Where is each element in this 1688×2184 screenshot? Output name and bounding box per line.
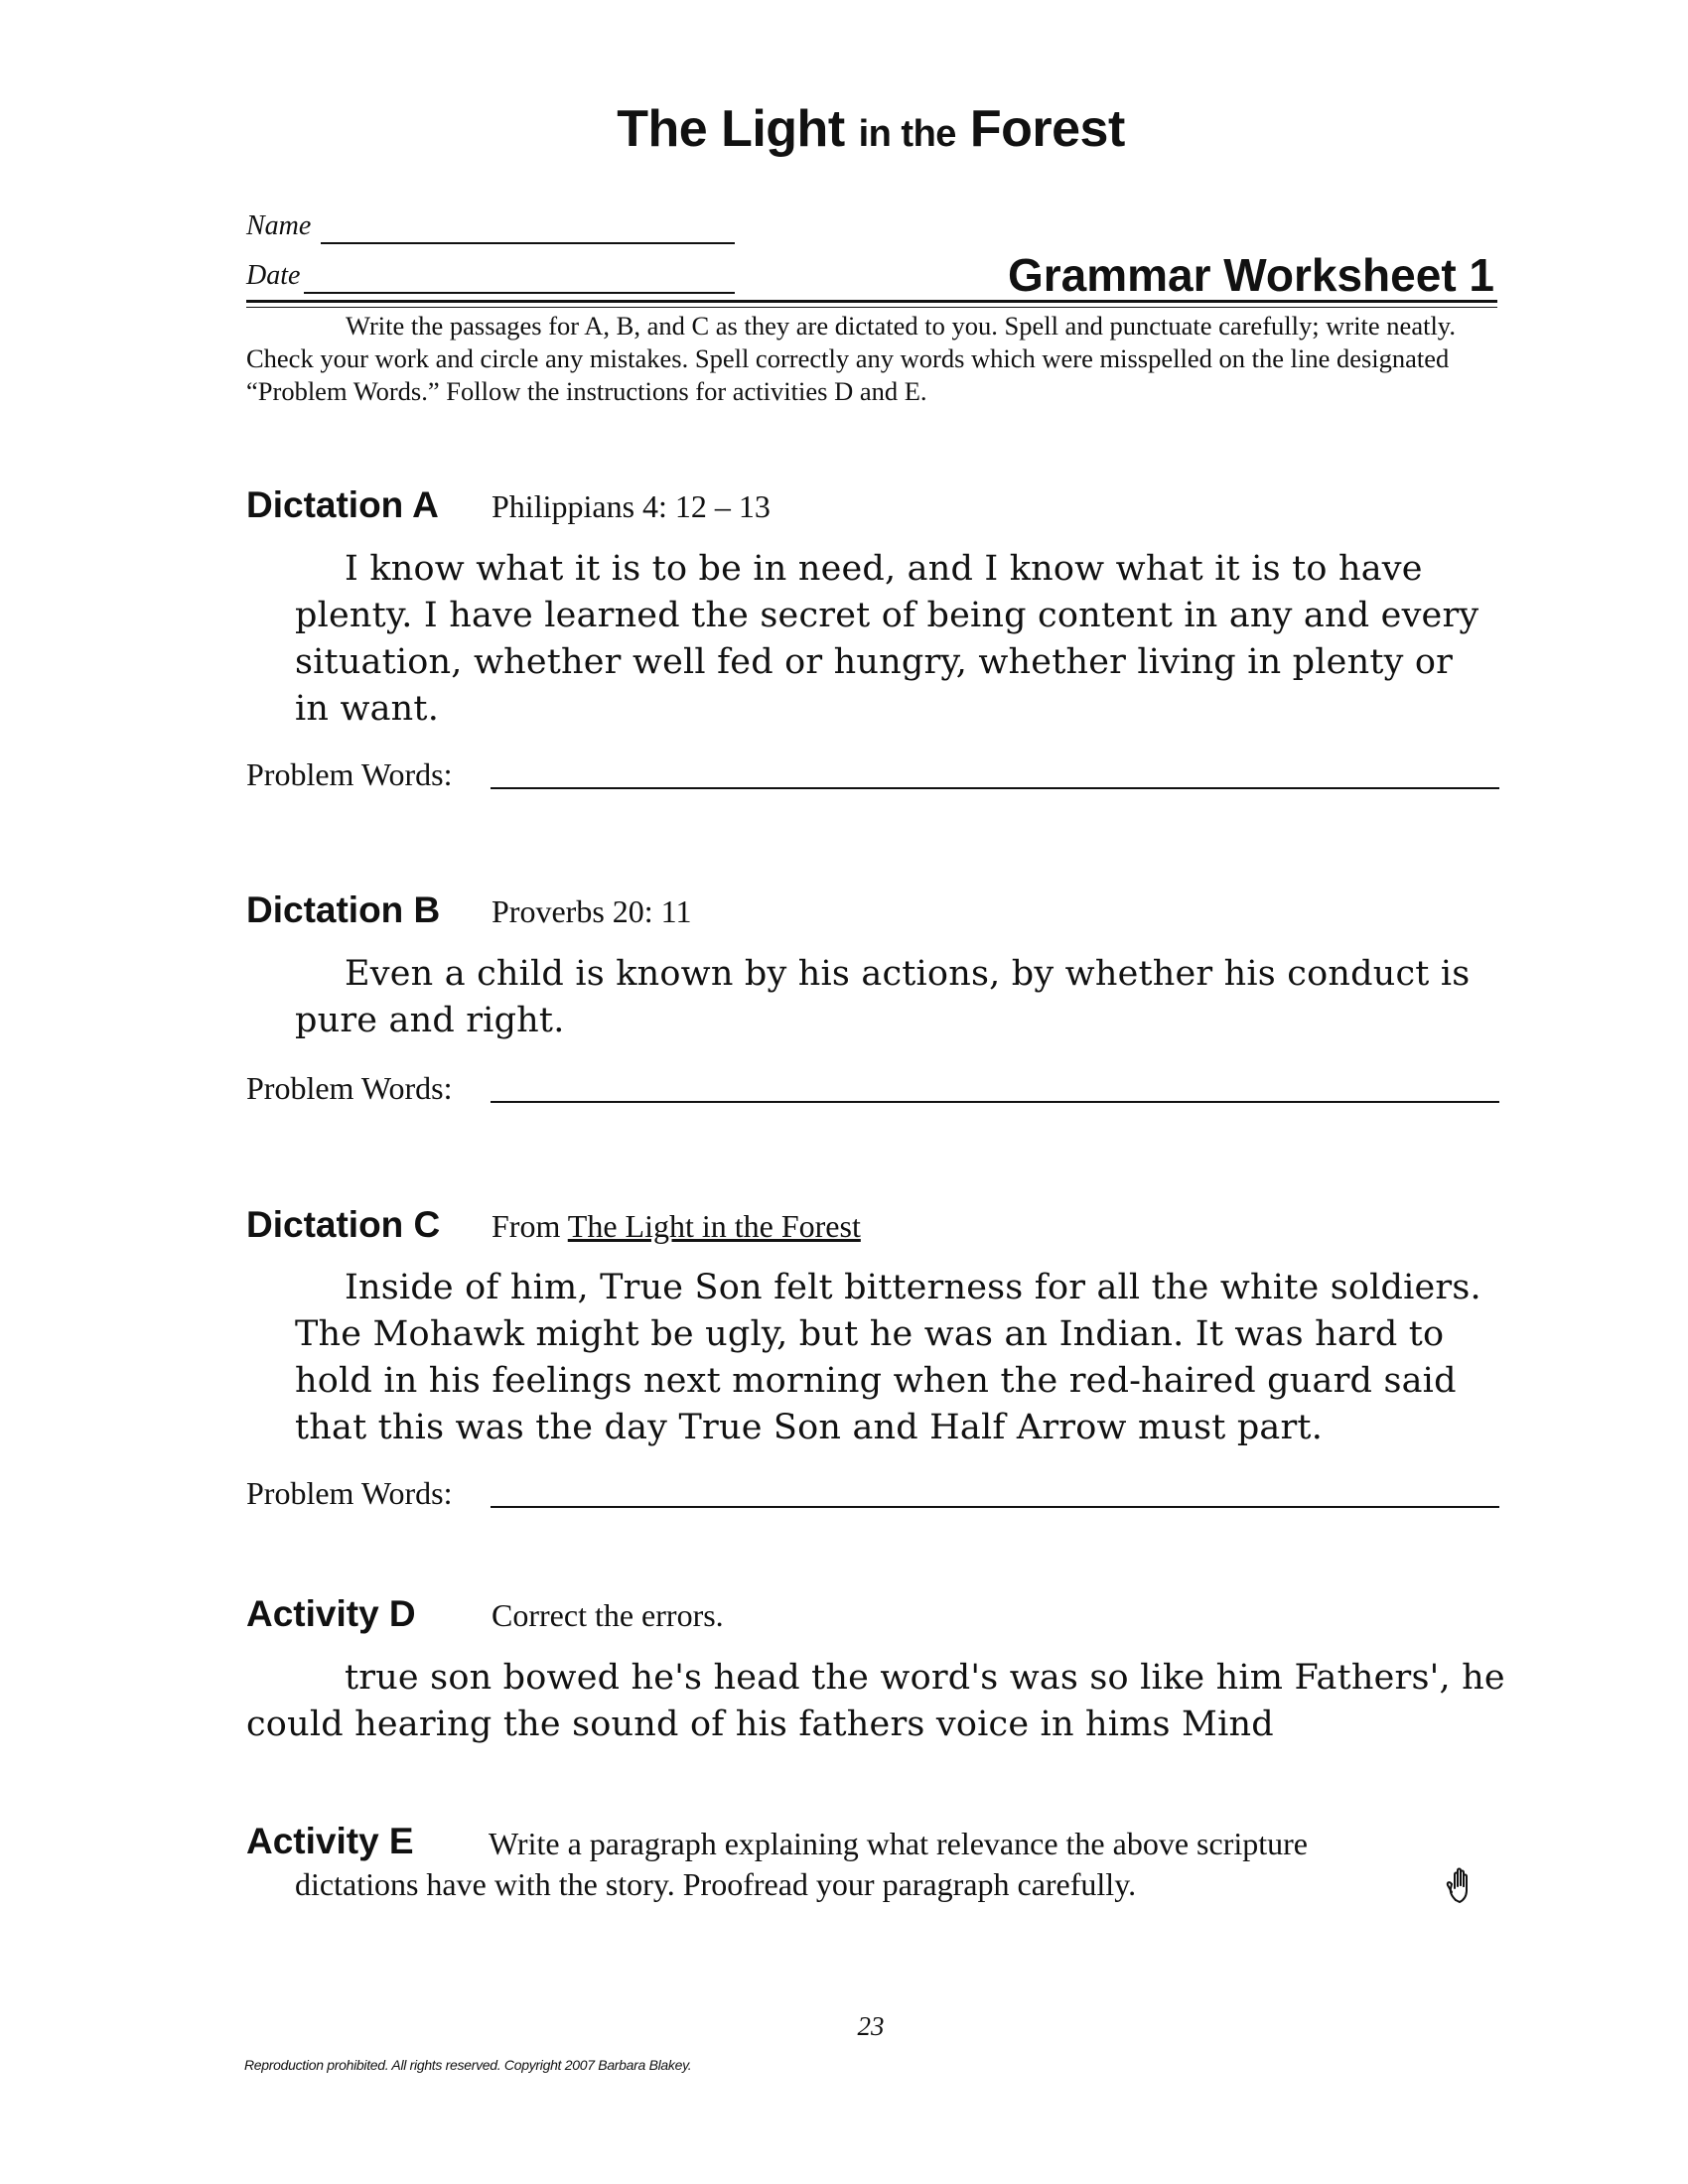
dictation-b-passage [295, 951, 1470, 1044]
activity-d-heading: Activity D [246, 1593, 416, 1634]
passage-line: pure and right. [295, 1001, 565, 1040]
dictation-b-heading: Dictation B [246, 889, 441, 930]
problem-words-label: Problem Words: [246, 756, 453, 792]
hand-icon [1444, 1866, 1479, 1906]
problem-words-label: Problem Words: [246, 1070, 453, 1106]
title-part-2: in the [858, 113, 956, 155]
passage-line: The Mohawk might be ugly, but he was an Indian. It was hard to [295, 1314, 1445, 1354]
activity-e-heading: Activity E [246, 1821, 414, 1861]
activity-d-instruction: Correct the errors. [492, 1597, 724, 1633]
reference-prefix: From [492, 1208, 561, 1244]
passage-line: Inside of him, True Son felt bitterness for all the white soldiers. [345, 1268, 1481, 1307]
copyright-notice: Reproduction prohibited. All rights reserved. Copyright 2007 Barbara Blakey. [244, 2057, 692, 2073]
activity-d-passage [246, 1655, 1505, 1748]
activity-e-line-2: dictations have with the story. Proofread your paragraph carefully. [295, 1866, 1137, 1902]
date-field[interactable] [304, 292, 735, 294]
page-number: 23 [857, 2011, 885, 2041]
passage-line: I know what it is to be in need, and I know what it is to have [345, 549, 1423, 589]
dictation-b-reference: Proverbs 20: 11 [492, 893, 692, 929]
passage-line: in want. [295, 689, 440, 729]
problem-words-field[interactable] [491, 787, 1499, 789]
date-label: Date [246, 260, 301, 291]
passage-line: could hearing the sound of his fathers voice in hims Mind [246, 1705, 1274, 1744]
name-label: Name [246, 210, 312, 241]
page-title [0, 99, 1688, 159]
header-rule-thin [246, 307, 1497, 308]
header-rule [246, 300, 1497, 303]
dictation-c-passage [295, 1265, 1481, 1451]
name-field[interactable] [321, 242, 735, 244]
dictation-c-reference [492, 1208, 861, 1245]
title-part-1: The Light [617, 100, 845, 158]
dictation-a-reference: Philippians 4: 12 – 13 [492, 488, 771, 524]
passage-line: that this was the day True Son and Half Arrow must part. [295, 1408, 1324, 1447]
dictation-a-heading: Dictation A [246, 484, 439, 525]
instructions-text: Write the passages for A, B, and C as they are dictated to you. Spell and punctuate carefully; write neatly. Check your work and circle any mistakes. Spell correctly any words which were misspelled on the line designated “Problem Words.” Follow the instructions for activities D and E. [246, 311, 1456, 406]
problem-words-field[interactable] [491, 1101, 1499, 1103]
worksheet-title: Grammar Worksheet 1 [1007, 249, 1494, 301]
activity-e-line-1: Write a paragraph explaining what relevance the above scripture [489, 1826, 1308, 1861]
book-title: The Light in the Forest [567, 1208, 861, 1244]
title-part-3: Forest [969, 100, 1125, 158]
passage-line: hold in his feelings next morning when the red-haired guard said [295, 1361, 1457, 1401]
problem-words-field[interactable] [491, 1506, 1499, 1508]
dictation-a-passage [295, 546, 1478, 733]
dictation-c-heading: Dictation C [246, 1204, 441, 1245]
passage-line: true son bowed he's head the word's was so like him Fathers', he [345, 1658, 1505, 1698]
passage-line: plenty. I have learned the secret of being content in any and every [295, 596, 1479, 635]
passage-line: Even a child is known by his actions, by whether his conduct is [345, 954, 1471, 994]
problem-words-label: Problem Words: [246, 1475, 453, 1511]
passage-line: situation, whether well fed or hungry, whether living in plenty or [295, 642, 1454, 682]
